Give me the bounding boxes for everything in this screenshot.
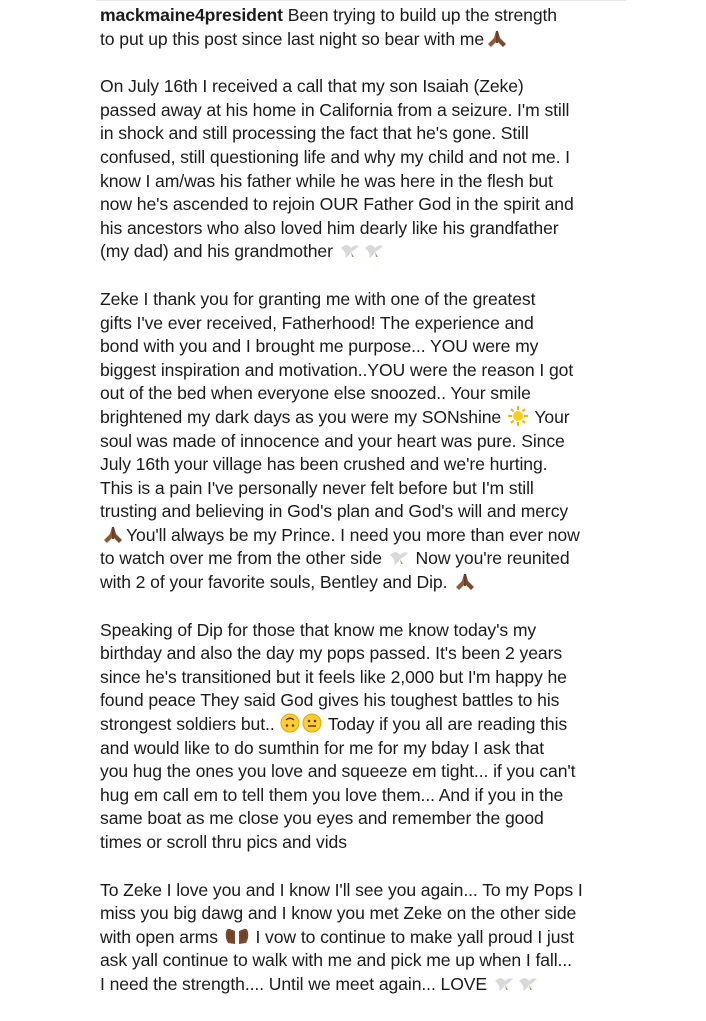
- caption-text: To Zeke I love you and I know I'll see you again... To my Pops I miss you big dawg and I know you met Zeke on the other side with open arms: [100, 879, 583, 947]
- open-hands-emoji-icon: [224, 926, 250, 946]
- post-caption: [100, 4, 660, 1021]
- praying-hands-emoji-icon: [485, 28, 509, 48]
- neutral-face-emoji-icon: [302, 713, 322, 733]
- caption-text: Now you're reunited with 2 of your favorite souls, Bentley and Dip.: [100, 548, 570, 593]
- caption-text: Been trying to build up the strength to put up this post since last night so bear with me: [100, 5, 557, 49]
- caption-text: Today if you all are reading this and would like to do sumthin for me for my bday I ask that you hug the ones you love and squeeze em tight... if you can't hug em call em to tell them you love them... And if you in the same boat as me close you eyes and remember the good times or scroll thru pics and vids: [100, 714, 576, 852]
- upside-down-face-emoji-icon: [280, 713, 300, 733]
- sun-emoji-icon: [507, 406, 529, 426]
- username-link[interactable]: mackmaine4president: [100, 5, 283, 25]
- dove-icon: [493, 973, 515, 993]
- top-divider: [96, 0, 626, 1]
- caption-text: Zeke I thank you for granting me with one of the greatest gifts I've ever received, Fatherhood! The experience and bond with you and I brought me purpose... YOU were my biggest inspiration and motivation..YOU were the reason I got out of the bed when everyone else snoozed.. Your smile brightened my dark days as you were my SONshine: [100, 288, 574, 427]
- caption-text: On July 16th I received a call that my son Isaiah (Zeke) passed away at his home in California from a seizure. I'm still in shock and still processing the fact that he's gone. Still confused, still questioning life and why my child and not me. I know I am/was his father while he was here in the flesh but now he's ascended to rejoin OUR Father God in the spirit and his ancestors who also loved him dearly like his grandfather (my dad) and his grandmother: [100, 76, 574, 262]
- caption-text: Your soul was made of innocence and your heart was pure. Since July 16th your village has been crushed and we're hurting. This is a pain I've personally never felt before but I'm still trusting and believing in God's plan and God's will and mercy: [100, 406, 570, 522]
- praying-hands-emoji-icon: [101, 524, 125, 544]
- caption-paragraph-4: [100, 619, 660, 855]
- dove-icon: [388, 547, 410, 567]
- caption-paragraph-5: [100, 879, 660, 997]
- caption-text: I vow to continue to make yall proud I just ask yall continue to walk with me and pick me up when I fall... I need the strength.... Until we meet again... LOVE: [100, 926, 574, 994]
- caption-paragraph-1: [100, 4, 660, 51]
- caption-text: Speaking of Dip for those that know me know today's my birthday and also the day my pops passed. It's been 2 years since he's transitioned but it feels like 2,000 but I'm happy he found peace They said God gives his toughest battles to his strongest soldiers but..: [100, 619, 567, 735]
- caption-paragraph-3: [100, 288, 660, 595]
- praying-hands-emoji-icon: [453, 571, 477, 591]
- dove-icon: [517, 973, 539, 993]
- dove-icon: [363, 240, 385, 260]
- caption-text: You'll always be my Prince. I need you more than ever now to watch over me from the other side: [100, 524, 580, 569]
- dove-icon: [339, 240, 361, 260]
- caption-paragraph-2: [100, 75, 660, 264]
